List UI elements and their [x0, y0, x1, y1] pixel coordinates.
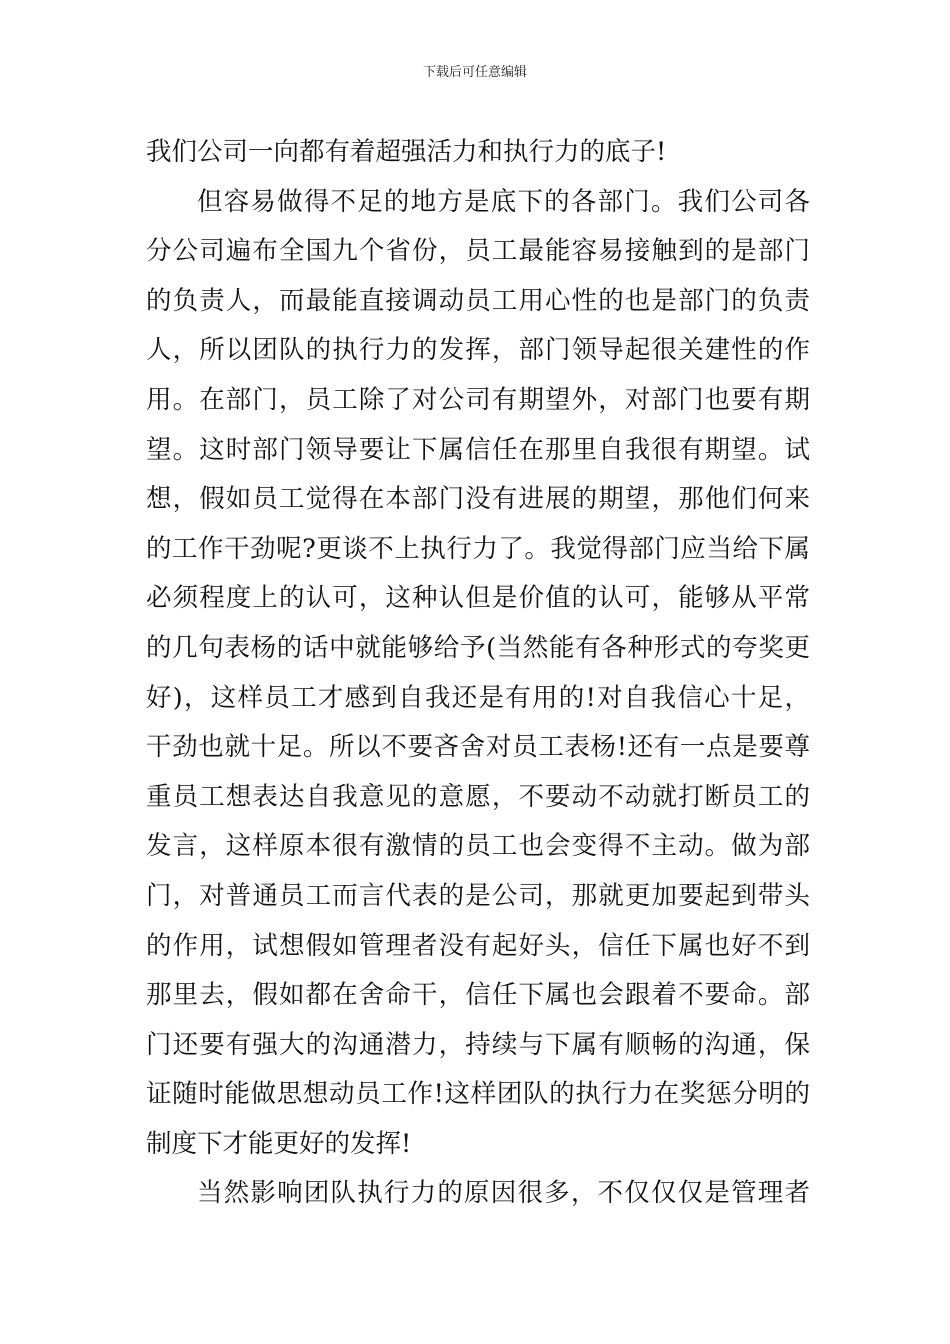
- body-text: [146, 128, 810, 1219]
- text-line-19: 门还要有强大的沟通潜力，持续与下属有顺畅的沟通，保: [146, 1029, 810, 1060]
- text-line-20: 证随时能做思想动员工作!这样团队的执行力在奖惩分明的: [146, 1079, 810, 1110]
- text-line-13: 干劲也就十足。所以不要吝舍对员工表杨!还有一点是要尊: [146, 732, 810, 763]
- page-header: 下载后可任意编辑: [422, 65, 527, 80]
- text-line-4: 的负责人，而最能直接调动员工用心性的也是部门的负责: [146, 285, 810, 316]
- text-line-12: 好)，这样员工才感到自我还是有用的!对自我信心十足，: [146, 682, 810, 713]
- text-line-17: 的作用，试想假如管理者没有起好头，信任下属也好不到: [146, 930, 810, 961]
- text-line-8: 想，假如员工觉得在本部门没有进展的期望，那他们何来: [146, 484, 810, 515]
- text-line-10: 必须程度上的认可，这种认但是价值的认可，能够从平常: [146, 583, 810, 614]
- text-line-7: 望。这时部门领导要让下属信任在那里自我很有期望。试: [146, 434, 810, 465]
- text-line-5: 人，所以团队的执行力的发挥，部门领导起很关建性的作: [146, 335, 810, 366]
- text-line-21: 制度下才能更好的发挥!: [146, 1128, 412, 1159]
- text-line-3: 分公司遍布全国九个省份，员工最能容易接触到的是部门: [146, 236, 810, 267]
- text-line-14: 重员工想表达自我意见的意愿，不要动不动就打断员工的: [146, 781, 810, 812]
- text-line-15: 发言，这样原本很有激情的员工也会变得不主动。做为部: [146, 831, 810, 862]
- text-line-18: 那里去，假如都在舍命干，信任下属也会跟着不要命。部: [146, 980, 810, 1011]
- text-line-11: 的几句表杨的话中就能够给予(当然能有各种形式的夸奖更: [146, 632, 810, 663]
- text-line-6: 用。在部门，员工除了对公司有期望外，对部门也要有期: [146, 384, 810, 415]
- text-line-1: 我们公司一向都有着超强活力和执行力的底子!: [146, 137, 667, 167]
- text-line-16: 门，对普通员工而言代表的是公司，那就更加要起到带头: [146, 880, 810, 911]
- text-line-9: 的工作干劲呢?更谈不上执行力了。我觉得部门应当给下属: [146, 533, 810, 564]
- text-line-22: 当然影响团队执行力的原因很多，不仅仅仅是管理者: [197, 1178, 810, 1209]
- text-line-2: 但容易做得不足的地方是底下的各部门。我们公司各: [197, 186, 810, 217]
